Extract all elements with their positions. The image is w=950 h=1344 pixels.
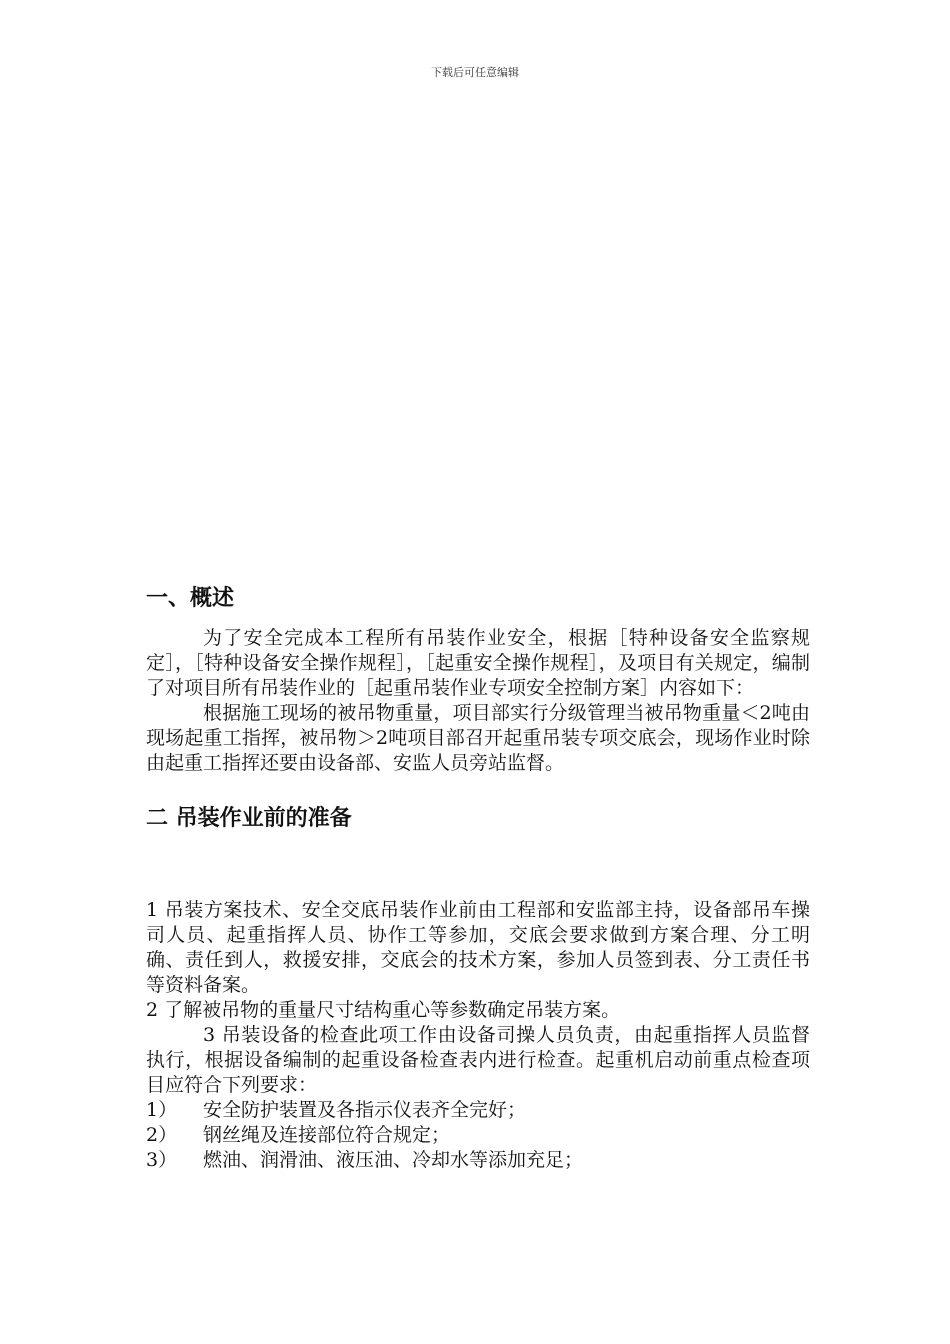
section-1-heading: 一、概述	[146, 586, 235, 611]
checklist-item-number: 3）	[146, 1149, 178, 1171]
checklist-item	[146, 1148, 810, 1173]
checklist-item-text: 钢丝绳及连接部位符合规定；	[203, 1124, 451, 1146]
checklist-item-number: 1）	[146, 1099, 178, 1121]
section-1-paragraph-2: 根据施工现场的被吊物重量，项目部实行分级管理当被吊物重量＜2吨由现场起重工指挥，被吊物＞2吨项目部召开起重吊装专项交底会，现场作业时除由起重工指挥还要由设备部、安监人员旁站监督。	[146, 702, 810, 774]
section-1-paragraph-1: 为了安全完成本工程所有吊装作业安全，根据［特种设备安全监察规定］，［特种设备安全操作规程］，［起重安全操作规程］，及项目有关规定，编制了对项目所有吊装作业的［起重吊装作业专项安全控制方案］内容如下：	[146, 627, 810, 699]
checklist-item-text: 安全防护装置及各指示仪表齐全完好；	[203, 1099, 527, 1121]
section-2-heading: 二 吊装作业前的准备	[146, 806, 352, 831]
page-header: 下载后可任意编辑	[431, 66, 519, 79]
section-2-item-2: 2 了解被吊物的重量尺寸结构重心等参数确定吊装方案。	[146, 999, 621, 1021]
section-2-item-3: 3 吊装设备的检查此项工作由设备司操人员负责，由起重指挥人员监督执行，根据设备编制的起重设备检查表内进行检查。起重机启动前重点检查项目应符合下列要求：	[146, 1024, 810, 1096]
checklist-item-number: 2）	[146, 1124, 178, 1146]
checklist-item-text: 燃油、润滑油、液压油、冷却水等添加充足；	[203, 1149, 584, 1171]
document-body	[146, 584, 810, 1173]
section-2-item-1: 1 吊装方案技术、安全交底吊装作业前由工程部和安监部主持，设备部吊车操司人员、起重指挥人员、协作工等参加，交底会要求做到方案合理、分工明确、责任到人，救援安排，交底会的技术方案，参加人员签到表、分工责任书等资料备案。	[146, 899, 810, 996]
checklist-item	[146, 1123, 810, 1148]
checklist-item	[146, 1098, 810, 1123]
